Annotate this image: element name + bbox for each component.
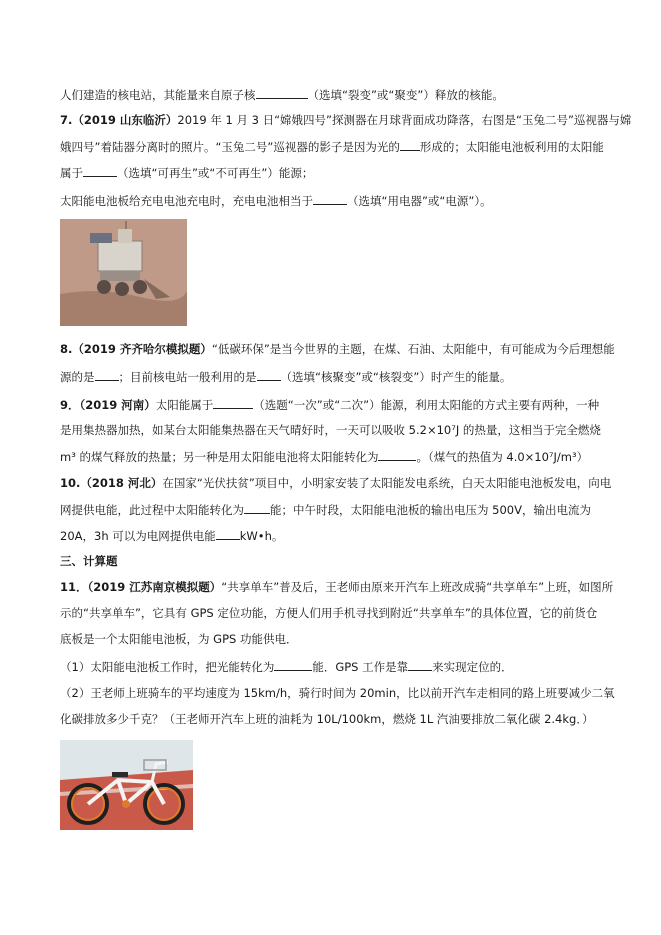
question-11-part-2-line-1 <box>60 685 615 701</box>
question-11-part-1 <box>60 658 513 675</box>
question-number: 10. <box>60 476 81 490</box>
moon-rover-photo <box>60 219 187 326</box>
text: 太阳能电池板给充电电池充电时，充电电池相当于 <box>60 194 313 208</box>
question-source: （2019 江苏南京模拟题） <box>87 580 222 594</box>
text: （选填“可再生”或“不可再生”）能源； <box>117 166 314 180</box>
question-7-line-4 <box>60 192 492 209</box>
text: 来实现定位的． <box>432 660 513 674</box>
text: “低碳环保”是当今世界的主题，在煤、石油、太阳能中，有可能成为今后理想能 <box>211 342 615 356</box>
question-9-line-3 <box>60 448 588 465</box>
text: 2019 年 1 月 3 日“嫦娥四号”探测器在月球背面成功降落，右图是“玉兔二号”巡视器与嫦 <box>177 113 632 127</box>
question-10-line-1 <box>60 475 611 491</box>
question-number: 7. <box>60 113 73 127</box>
text-line <box>60 86 504 103</box>
text: （选填“用电器”或“电源”）。 <box>347 194 492 208</box>
question-number: 9． <box>60 398 80 412</box>
question-10-line-3 <box>60 527 283 544</box>
text: “共享单车”普及后，王老师由原来开汽车上班改成骑“共享单车”上班，如图所 <box>221 580 614 594</box>
text: 人们建造的核电站，其能量来自原子核 <box>60 88 256 102</box>
answer-blank <box>313 192 347 205</box>
text: 能．GPS 工作是靠 <box>312 660 409 674</box>
text: 在国家“光伏扶贫”项目中，小明家安装了太阳能发电系统，白天太阳能电池板发电，向电 <box>162 476 612 490</box>
question-9-line-2 <box>60 422 601 438</box>
question-source: （2018 河北） <box>80 476 163 490</box>
text: 娥四号”着陆器分离时的照片。“玉兔二号”巡视器的影子是因为光的 <box>60 140 400 154</box>
answer-blank <box>95 368 119 381</box>
text: 属于 <box>60 166 83 180</box>
question-source: （2019 齐齐哈尔模拟题） <box>72 342 212 356</box>
text: （选题“一次”或“二次”）能源，利用太阳能的方式主要有两种，一种 <box>253 398 600 412</box>
question-8-line-2 <box>60 368 511 385</box>
answer-blank <box>400 138 420 151</box>
question-number: 11． <box>60 580 88 594</box>
question-source: （2019 河南） <box>79 398 156 412</box>
question-10-line-2 <box>60 501 591 518</box>
question-source: （2019 山东临沂） <box>72 113 178 127</box>
answer-blank <box>408 658 432 671</box>
answer-blank <box>378 448 416 461</box>
answer-blank <box>256 86 308 99</box>
answer-blank <box>244 501 270 514</box>
answer-blank <box>274 658 312 671</box>
text: 太阳能属于 <box>155 398 214 412</box>
question-7-line-2 <box>60 138 604 155</box>
text: （2）王老师上班骑车的平均速度为 15km/h，骑行时间为 20min，比以前开汽车走相同的路上班要减少二氧 <box>60 686 615 700</box>
answer-blank <box>216 527 240 540</box>
question-number: 8. <box>60 342 73 356</box>
text: 能；中午时段，太阳能电池板的输出电压为 500V，输出电流为 <box>270 503 591 517</box>
text: 网提供电能，此过程中太阳能转化为 <box>60 503 244 517</box>
text: 形成的；太阳能电池板利用的太阳能 <box>419 140 604 154</box>
text: （选填“核聚变”或“核裂变”）时产生的能量。 <box>280 370 512 384</box>
text: 底板是一个太阳能电池板，为 GPS 功能供电． <box>60 632 298 646</box>
text: 化碳排放多少千克？（王老师开汽车上班的油耗为 10L/100km，燃烧 1L 汽油要排放二氧化碳 2.4kg．） <box>60 712 594 726</box>
question-7-line-1 <box>60 112 631 128</box>
question-11-line-3 <box>60 631 297 647</box>
answer-blank <box>213 396 253 409</box>
text: 是用集热器加热，如某台太阳能集热器在天气晴好时，一天可以吸收 5.2×10⁷J 的热量，这相当于完全燃烧 <box>60 423 601 437</box>
question-11-line-1 <box>60 579 613 595</box>
text: kW•h。 <box>239 529 284 543</box>
text: ；目前核电站一般利用的是 <box>118 370 257 384</box>
question-7-line-3 <box>60 164 313 181</box>
text: （选填“裂变”或“聚变”）释放的核能。 <box>307 88 504 102</box>
text: 。（煤气的热值为 4.0×10⁷J/m³） <box>416 450 589 464</box>
question-8-line-1 <box>60 341 615 357</box>
answer-blank <box>257 368 281 381</box>
text: （1）太阳能电池板工作时，把光能转化为 <box>60 660 275 674</box>
text: 20A，3h 可以为电网提供电能 <box>60 529 216 543</box>
text: m³ 的煤气释放的热量；另一种是用太阳能电池将太阳能转化为 <box>60 450 379 464</box>
text: 示的“共享单车”，它具有 GPS 定位功能，方便人们用手机寻找到附近“共享单车”的具体位置，它的前货仓 <box>60 606 598 620</box>
shared-bicycle-photo <box>60 740 193 830</box>
section-heading: 三、计算题 <box>60 554 118 568</box>
text: 源的是 <box>60 370 95 384</box>
answer-blank <box>83 164 117 177</box>
question-11-line-2 <box>60 605 597 621</box>
question-11-part-2-line-2 <box>60 711 594 727</box>
question-9-line-1 <box>60 396 599 413</box>
